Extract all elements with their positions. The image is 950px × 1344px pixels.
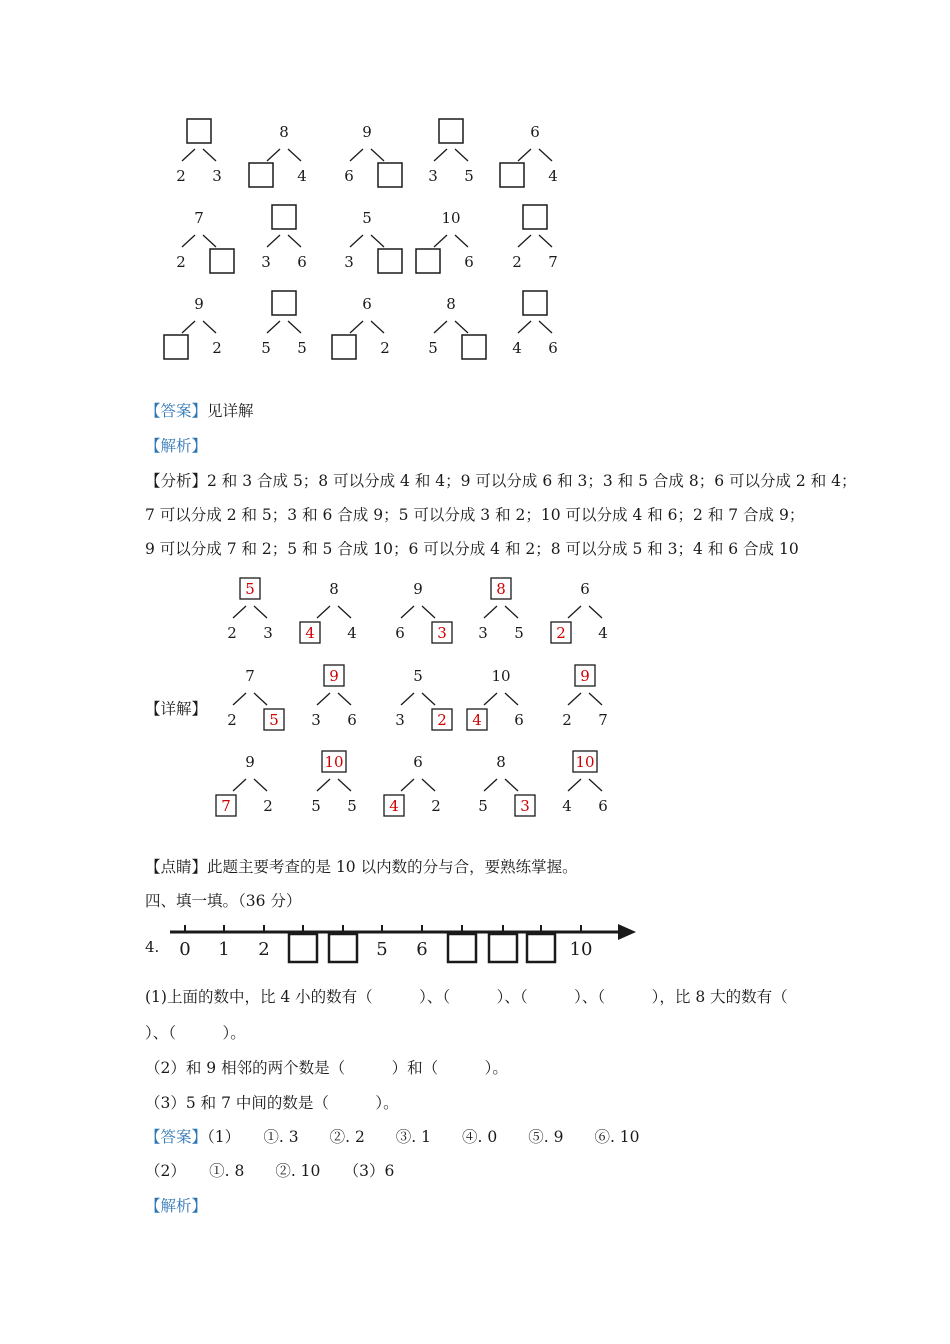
- filled-number-left: 2: [556, 624, 566, 642]
- tree-number-top: 9: [194, 295, 204, 313]
- tree-number-right: 5: [514, 624, 524, 642]
- branch-left: [317, 779, 330, 791]
- dianjing-tag: 【点睛】: [145, 858, 208, 876]
- question-tree: [344, 209, 402, 273]
- answer-box-left[interactable]: [164, 335, 188, 359]
- tree-number-right: 2: [380, 339, 390, 357]
- axis-arrow: [618, 924, 636, 940]
- branch-left: [401, 693, 414, 705]
- answer-box-left[interactable]: [500, 163, 524, 187]
- numberline-label: 10: [569, 939, 593, 960]
- tree-number-right: 5: [347, 797, 357, 815]
- tree-number-left: 5: [261, 339, 271, 357]
- branch-right: [422, 606, 435, 618]
- branch-right: [589, 606, 602, 618]
- question-tree: [344, 123, 402, 187]
- tree-number-right: 6: [598, 797, 608, 815]
- answer-2-line2: （2） ①. 8 ②. 10 （3）6: [145, 1162, 395, 1180]
- solution-tree: [216, 753, 273, 816]
- branch-left: [233, 693, 246, 705]
- branch-right: [203, 321, 216, 333]
- fenxi-line-3: 9 可以分成 7 和 2；5 和 5 合成 10；6 可以分成 4 和 2；8 可以分成 5 和 3；4 和 6 合成 10: [145, 540, 799, 558]
- question-tree: [176, 209, 234, 273]
- tree-number-left: 3: [261, 253, 271, 271]
- tree-number-left: 2: [512, 253, 522, 271]
- solution-tree: [384, 753, 441, 816]
- numberline-label: 5: [376, 939, 388, 960]
- tree-number-right: 6: [514, 711, 524, 729]
- tree-number-top: 5: [362, 209, 372, 227]
- tree-number-top: 9: [413, 580, 423, 598]
- branch-left: [401, 606, 414, 618]
- solution-tree-grid: [0, 570, 950, 830]
- filled-number-right: 5: [269, 711, 279, 729]
- q4-part2: （2）和 9 相邻的两个数是（ ）和（ ）。: [145, 1059, 508, 1077]
- tree-number-left: 3: [344, 253, 354, 271]
- branch-left: [518, 235, 531, 247]
- filled-number-left: 4: [472, 711, 482, 729]
- branch-right: [254, 693, 267, 705]
- numberline-label: 1: [218, 939, 230, 960]
- numberline-box[interactable]: [289, 934, 317, 962]
- tree-number-top: 10: [441, 209, 461, 227]
- numberline-box[interactable]: [489, 934, 517, 962]
- number-line: [160, 915, 650, 975]
- branch-left: [401, 779, 414, 791]
- answer-box-top[interactable]: [439, 119, 463, 143]
- branch-left: [434, 235, 447, 247]
- branch-right: [455, 321, 468, 333]
- tree-number-right: 4: [598, 624, 608, 642]
- branch-right: [371, 149, 384, 161]
- branch-right: [254, 779, 267, 791]
- tree-number-top: 6: [413, 753, 423, 771]
- xiangjie-tag: 【详解】: [145, 700, 208, 718]
- branch-right: [455, 235, 468, 247]
- branch-left: [568, 779, 581, 791]
- filled-number-top: 8: [496, 580, 506, 598]
- numberline-box[interactable]: [329, 934, 357, 962]
- branch-left: [434, 321, 447, 333]
- solution-tree: [562, 665, 608, 729]
- answer-2-line1: [145, 1126, 640, 1148]
- branch-left: [317, 693, 330, 705]
- branch-left: [182, 321, 195, 333]
- solution-tree: [311, 665, 357, 729]
- question-tree: [261, 205, 307, 271]
- question-tree: [416, 209, 474, 273]
- fenxi-line-1: [145, 470, 856, 492]
- question-tree-grid: [0, 0, 950, 380]
- tree-number-right: 2: [431, 797, 441, 815]
- solution-tree: [227, 667, 284, 730]
- solution-tree: [395, 580, 452, 643]
- tree-number-right: 2: [263, 797, 273, 815]
- branch-right: [288, 149, 301, 161]
- dianjing-line: [145, 856, 578, 878]
- branch-left: [350, 235, 363, 247]
- answer-box-left[interactable]: [249, 163, 273, 187]
- filled-number-top: 9: [580, 667, 590, 685]
- filled-number-top: 10: [324, 753, 344, 771]
- answer-1: [145, 400, 254, 422]
- answer-box-top[interactable]: [272, 205, 296, 229]
- filled-number-right: 3: [520, 797, 530, 815]
- branch-right: [203, 149, 216, 161]
- filled-number-top: 10: [575, 753, 595, 771]
- tree-number-left: 4: [512, 339, 522, 357]
- answer-box-left[interactable]: [416, 249, 440, 273]
- solution-tree: [300, 580, 357, 643]
- answer-box-right[interactable]: [462, 335, 486, 359]
- filled-number-top: 5: [245, 580, 255, 598]
- q4-part1-line1: (1)上面的数中，比 4 小的数有（ ）、（ ）、（ ）、（ ），比 8 大的数有（: [145, 988, 788, 1006]
- tree-number-top: 6: [362, 295, 372, 313]
- solution-tree: [478, 753, 535, 816]
- solution-tree: [551, 580, 608, 643]
- tree-number-left: 3: [311, 711, 321, 729]
- branch-left: [518, 321, 531, 333]
- tree-number-right: 4: [347, 624, 357, 642]
- numberline-label: 2: [258, 939, 270, 960]
- tree-number-top: 6: [580, 580, 590, 598]
- tree-number-left: 2: [227, 711, 237, 729]
- answer-box-top[interactable]: [523, 205, 547, 229]
- tree-number-top: 8: [279, 123, 289, 141]
- branch-left: [518, 149, 531, 161]
- dianjing-text: 此题主要考查的是 10 以内数的分与合，要熟练掌握。: [207, 858, 578, 876]
- tree-number-top: 9: [362, 123, 372, 141]
- fenxi-line-2: 7 可以分成 2 和 5；3 和 6 合成 9；5 可以分成 3 和 2；10 可以分成 4 和 6；2 和 7 合成 9；: [145, 506, 805, 524]
- answer-box-right[interactable]: [378, 249, 402, 273]
- question-tree: [512, 205, 558, 271]
- branch-left: [484, 779, 497, 791]
- branch-right: [505, 779, 518, 791]
- question-number: 4.: [145, 938, 160, 956]
- solution-tree: [311, 751, 357, 815]
- tree-number-left: 2: [176, 167, 186, 185]
- question-tree: [332, 295, 390, 359]
- tree-number-top: 5: [413, 667, 423, 685]
- tree-number-left: 3: [478, 624, 488, 642]
- tree-number-left: 5: [311, 797, 321, 815]
- tree-number-top: 7: [194, 209, 204, 227]
- tree-number-right: 7: [548, 253, 558, 271]
- branch-right: [539, 321, 552, 333]
- filled-number-top: 9: [329, 667, 339, 685]
- tree-number-left: 2: [562, 711, 572, 729]
- filled-number-left: 4: [389, 797, 399, 815]
- tree-number-left: 6: [395, 624, 405, 642]
- branch-right: [338, 779, 351, 791]
- solution-tree: [467, 667, 524, 730]
- tree-number-right: 6: [347, 711, 357, 729]
- branch-left: [267, 149, 280, 161]
- answer-box-left[interactable]: [332, 335, 356, 359]
- tree-number-top: 8: [446, 295, 456, 313]
- branch-right: [422, 779, 435, 791]
- tree-number-left: 3: [395, 711, 405, 729]
- question-tree: [164, 295, 222, 359]
- branch-right: [203, 235, 216, 247]
- question-tree: [428, 119, 474, 185]
- tree-number-right: 3: [263, 624, 273, 642]
- branch-left: [434, 149, 447, 161]
- answer-box-top[interactable]: [187, 119, 211, 143]
- filled-number-left: 4: [305, 624, 315, 642]
- branch-right: [288, 321, 301, 333]
- branch-right: [589, 779, 602, 791]
- branch-right: [254, 606, 267, 618]
- answer-tag: 【答案】: [145, 402, 208, 420]
- filled-number-left: 7: [221, 797, 231, 815]
- tree-number-left: 5: [428, 339, 438, 357]
- answer-text: 见详解: [207, 402, 254, 420]
- answer-box-right[interactable]: [378, 163, 402, 187]
- tree-number-right: 7: [598, 711, 608, 729]
- answer-2-tag: 【答案】: [145, 1128, 208, 1146]
- fenxi-text-1: 2 和 3 合成 5；8 可以分成 4 和 4；9 可以分成 6 和 3；3 和 5 合成 8；6 可以分成 2 和 4；: [207, 472, 857, 490]
- numberline-box[interactable]: [527, 934, 555, 962]
- tree-number-left: 2: [227, 624, 237, 642]
- answer-box-top[interactable]: [523, 291, 547, 315]
- tree-number-right: 2: [212, 339, 222, 357]
- numberline-label: 0: [179, 939, 191, 960]
- analysis-tag-1: 【解析】: [145, 437, 208, 455]
- branch-right: [338, 693, 351, 705]
- branch-right: [589, 693, 602, 705]
- tree-number-left: 2: [176, 253, 186, 271]
- tree-number-top: 7: [245, 667, 255, 685]
- branch-right: [288, 235, 301, 247]
- tree-number-right: 3: [212, 167, 222, 185]
- branch-left: [350, 321, 363, 333]
- branch-left: [233, 779, 246, 791]
- solution-tree: [478, 578, 524, 642]
- section-4-title: 四、填一填。（36 分）: [145, 892, 302, 910]
- q4-part3: （3）5 和 7 中间的数是（ ）。: [145, 1094, 399, 1112]
- solution-tree: [562, 751, 608, 815]
- answer-2-text-1: （1） ①. 3 ②. 2 ③. 1 ④. 0 ⑤. 9 ⑥. 10: [207, 1128, 640, 1146]
- branch-left: [267, 235, 280, 247]
- tree-number-right: 6: [548, 339, 558, 357]
- question-tree: [176, 119, 222, 185]
- question-tree: [428, 295, 486, 359]
- branch-left: [484, 693, 497, 705]
- branch-left: [568, 606, 581, 618]
- tree-number-left: 4: [562, 797, 572, 815]
- branch-left: [267, 321, 280, 333]
- numberline-box[interactable]: [448, 934, 476, 962]
- answer-box-top[interactable]: [272, 291, 296, 315]
- tree-number-right: 5: [464, 167, 474, 185]
- branch-right: [371, 321, 384, 333]
- filled-number-right: 2: [437, 711, 447, 729]
- branch-left: [350, 149, 363, 161]
- numberline-label: 6: [416, 939, 428, 960]
- fenxi-tag: 【分析】: [145, 472, 208, 490]
- tree-number-top: 8: [496, 753, 506, 771]
- tree-number-left: 5: [478, 797, 488, 815]
- question-tree: [249, 123, 307, 187]
- tree-number-top: 6: [530, 123, 540, 141]
- question-tree: [512, 291, 558, 357]
- branch-right: [371, 235, 384, 247]
- branch-right: [455, 149, 468, 161]
- tree-number-right: 6: [464, 253, 474, 271]
- tree-number-right: 6: [297, 253, 307, 271]
- tree-number-right: 5: [297, 339, 307, 357]
- q4-part1-line2: ）、（ ）。: [145, 1024, 246, 1042]
- filled-number-right: 3: [437, 624, 447, 642]
- tree-number-top: 10: [491, 667, 511, 685]
- branch-right: [505, 693, 518, 705]
- branch-right: [539, 235, 552, 247]
- tree-number-top: 9: [245, 753, 255, 771]
- branch-left: [317, 606, 330, 618]
- branch-right: [338, 606, 351, 618]
- tree-number-right: 4: [548, 167, 558, 185]
- solution-tree: [395, 667, 452, 730]
- branch-right: [422, 693, 435, 705]
- tree-number-top: 8: [329, 580, 339, 598]
- branch-left: [182, 235, 195, 247]
- tree-number-left: 3: [428, 167, 438, 185]
- branch-left: [568, 693, 581, 705]
- question-tree: [500, 123, 558, 187]
- branch-left: [182, 149, 195, 161]
- tree-number-right: 4: [297, 167, 307, 185]
- answer-box-right[interactable]: [210, 249, 234, 273]
- solution-tree: [227, 578, 273, 642]
- analysis-tag-2: 【解析】: [145, 1197, 208, 1215]
- branch-right: [539, 149, 552, 161]
- branch-right: [505, 606, 518, 618]
- tree-number-left: 6: [344, 167, 354, 185]
- question-tree: [261, 291, 307, 357]
- branch-left: [484, 606, 497, 618]
- branch-left: [233, 606, 246, 618]
